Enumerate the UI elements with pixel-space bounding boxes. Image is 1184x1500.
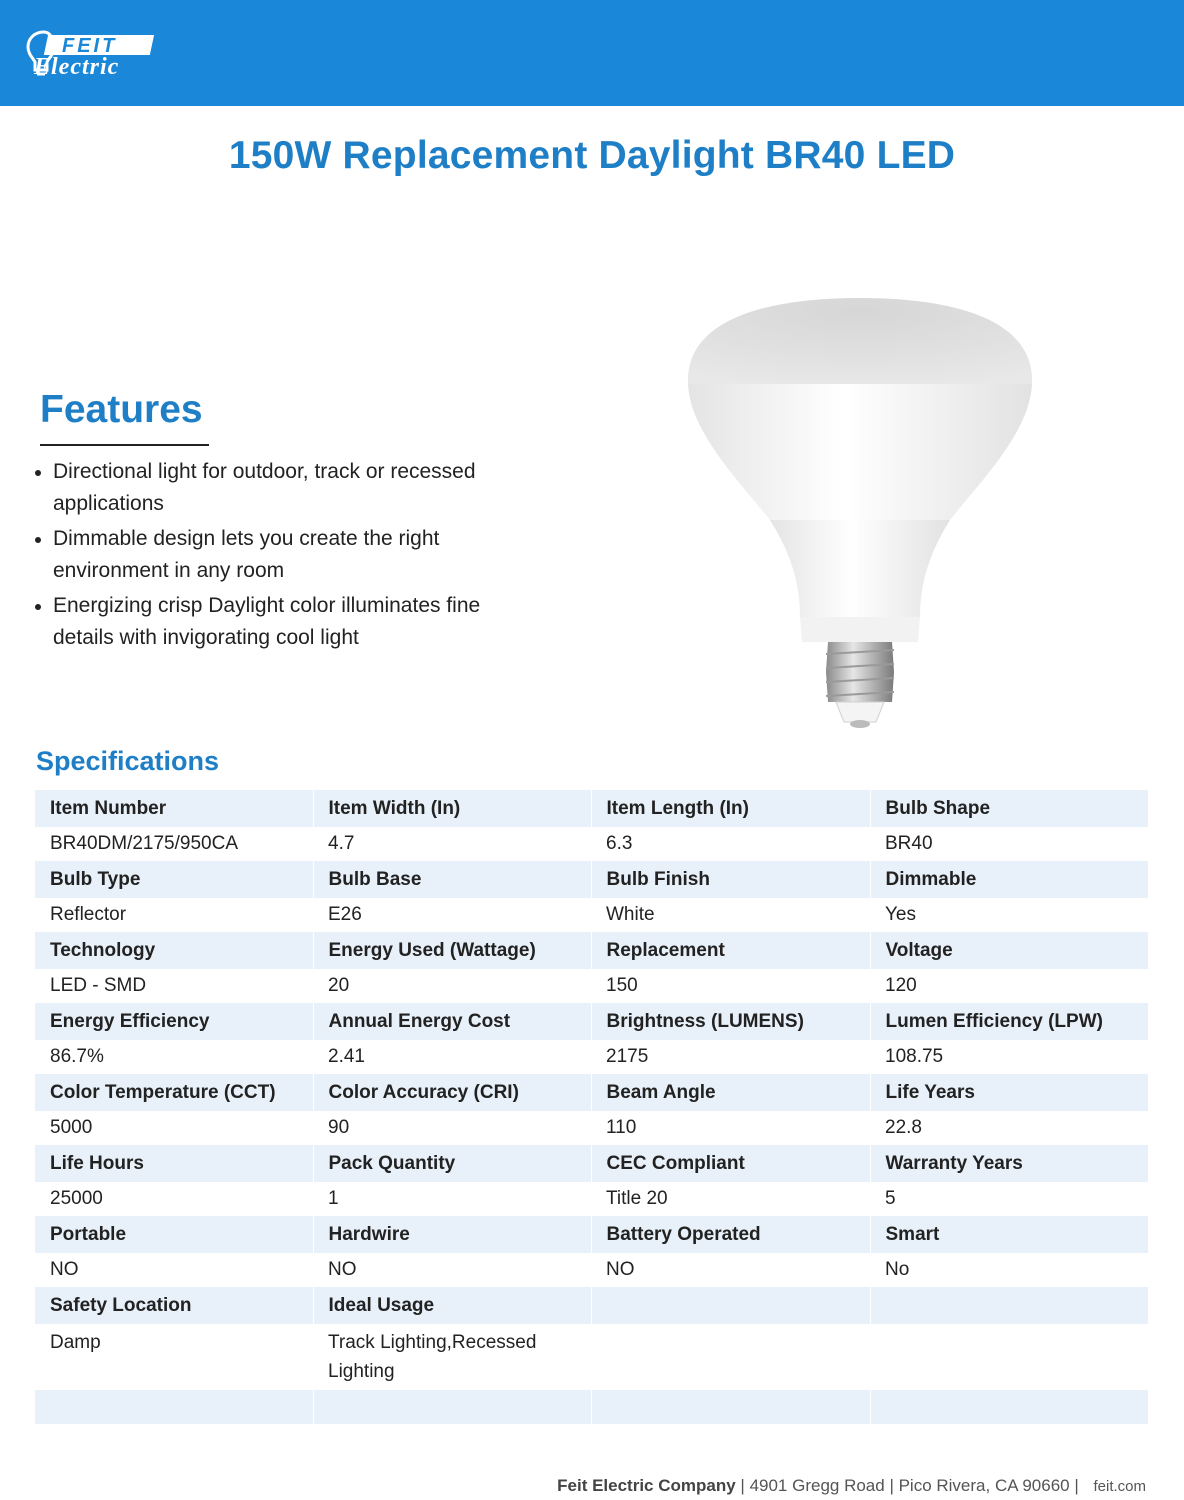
spec-label: Ideal Usage xyxy=(313,1287,591,1324)
spec-value: No xyxy=(885,1259,910,1280)
spec-value-row xyxy=(35,1040,1148,1074)
spec-label-row xyxy=(35,861,1148,898)
spec-value: 1 xyxy=(328,1188,339,1209)
spec-label: Energy Efficiency xyxy=(35,1003,313,1040)
spec-label: Energy Used (Wattage) xyxy=(313,932,591,969)
spec-value: 5 xyxy=(885,1188,896,1209)
spec-empty-cell xyxy=(35,1390,313,1424)
br40-led-bulb-icon xyxy=(680,292,1040,737)
spec-value: Track Lighting,Recessed Lighting xyxy=(328,1332,537,1382)
spec-value: Title 20 xyxy=(606,1188,668,1209)
spec-label: Pack Quantity xyxy=(313,1145,591,1182)
spec-value: Reflector xyxy=(50,904,127,925)
spec-value: 22.8 xyxy=(885,1117,922,1138)
spec-label: Technology xyxy=(35,932,313,969)
item-number-link[interactable]: BR40DM/2175/950CA xyxy=(50,833,238,854)
spec-label: Replacement xyxy=(591,932,870,969)
features-list xyxy=(32,456,502,657)
spec-empty-cell xyxy=(870,1390,1148,1424)
spec-value: BR40 xyxy=(885,833,933,854)
spec-label: Brightness (LUMENS) xyxy=(591,1003,870,1040)
spec-value: 120 xyxy=(885,975,917,996)
spec-label: Annual Energy Cost xyxy=(313,1003,591,1040)
spec-value: 25000 xyxy=(50,1188,103,1209)
spec-label-row xyxy=(35,1216,1148,1253)
spec-label: Beam Angle xyxy=(591,1074,870,1111)
spec-value: 2175 xyxy=(606,1046,649,1067)
features-divider xyxy=(40,444,209,446)
feature-item: Directional light for outdoor, track or recessed applications xyxy=(32,456,502,520)
spec-label: Bulb Finish xyxy=(591,861,870,898)
spec-label: Life Hours xyxy=(35,1145,313,1182)
spec-value: White xyxy=(606,904,655,925)
spec-value: 110 xyxy=(606,1117,637,1138)
spec-value: 4.7 xyxy=(328,833,355,854)
spec-label-row xyxy=(35,1145,1148,1182)
spec-label: Item Number xyxy=(35,790,313,827)
spec-label-row xyxy=(35,1074,1148,1111)
spec-value: 5000 xyxy=(50,1117,93,1138)
spec-value: Yes xyxy=(885,904,916,925)
spec-label-row xyxy=(35,932,1148,969)
spec-value: LED - SMD xyxy=(50,975,147,996)
spec-label: Item Length (In) xyxy=(591,790,870,827)
spec-empty-cell xyxy=(313,1390,591,1424)
spec-label: Color Accuracy (CRI) xyxy=(313,1074,591,1111)
spec-value xyxy=(591,1324,870,1390)
spec-value: 86.7% xyxy=(50,1046,104,1067)
spec-label: Safety Location xyxy=(35,1287,313,1324)
spec-label: Warranty Years xyxy=(870,1145,1148,1182)
feature-item: Energizing crisp Daylight color illuminates fine details with invigorating cool light xyxy=(32,590,502,654)
spec-value-row xyxy=(35,1324,1148,1390)
spec-value: Damp xyxy=(50,1332,101,1353)
spec-value-row xyxy=(35,1111,1148,1145)
footer xyxy=(557,1476,1146,1496)
spec-label: CEC Compliant xyxy=(591,1145,870,1182)
spec-label: Bulb Base xyxy=(313,861,591,898)
spec-label-row xyxy=(35,790,1148,827)
svg-text:Electric: Electric xyxy=(34,54,120,80)
spec-label: Hardwire xyxy=(313,1216,591,1253)
header-bar xyxy=(0,0,1184,106)
spec-label: Voltage xyxy=(870,932,1148,969)
spec-value xyxy=(870,1324,1148,1390)
spec-value: E26 xyxy=(328,904,362,925)
spec-empty-row xyxy=(35,1390,1148,1424)
footer-address: | 4901 Gregg Road | Pico Rivera, CA 90660 | xyxy=(735,1476,1084,1495)
feature-item: Dimmable design lets you create the right environment in any room xyxy=(32,523,502,587)
spec-value: NO xyxy=(328,1259,357,1280)
spec-value: 20 xyxy=(328,975,350,996)
spec-value-row xyxy=(35,898,1148,932)
svg-text:FEIT: FEIT xyxy=(62,35,118,57)
spec-label: Bulb Type xyxy=(35,861,313,898)
spec-label: Bulb Shape xyxy=(870,790,1148,827)
spec-value: 150 xyxy=(606,975,638,996)
spec-value-row xyxy=(35,827,1148,861)
page-title: 150W Replacement Daylight BR40 LED xyxy=(228,134,956,177)
bulb-logo-icon xyxy=(26,26,166,82)
spec-value: NO xyxy=(50,1259,79,1280)
spec-label: Item Width (In) xyxy=(313,790,591,827)
spec-label xyxy=(870,1287,1148,1324)
specifications-heading: Specifications xyxy=(36,746,220,776)
spec-label: Color Temperature (CCT) xyxy=(35,1074,313,1111)
spec-label: Lumen Efficiency (LPW) xyxy=(870,1003,1148,1040)
spec-value: 6.3 xyxy=(606,833,633,854)
product-image xyxy=(680,292,1040,737)
spec-label: Life Years xyxy=(870,1074,1148,1111)
spec-empty-cell xyxy=(591,1390,870,1424)
feit-electric-logo[interactable] xyxy=(26,26,166,82)
spec-label-row xyxy=(35,1287,1148,1324)
spec-label: Battery Operated xyxy=(591,1216,870,1253)
spec-label-row xyxy=(35,1003,1148,1040)
spec-value-row xyxy=(35,1182,1148,1216)
spec-value: 108.75 xyxy=(885,1046,944,1067)
spec-value-row xyxy=(35,1253,1148,1287)
spec-label xyxy=(591,1287,870,1324)
spec-label: Smart xyxy=(870,1216,1148,1253)
footer-company: Feit Electric Company xyxy=(557,1476,736,1495)
spec-value: NO xyxy=(606,1259,635,1280)
spec-value-row xyxy=(35,969,1148,1003)
footer-website-link[interactable]: feit.com xyxy=(1093,1478,1146,1495)
spec-value: 2.41 xyxy=(328,1046,365,1067)
spec-label: Portable xyxy=(35,1216,313,1253)
features-heading: Features xyxy=(40,388,203,431)
specifications-table xyxy=(35,790,1148,1424)
spec-label: Dimmable xyxy=(870,861,1148,898)
spec-value: 90 xyxy=(328,1117,350,1138)
